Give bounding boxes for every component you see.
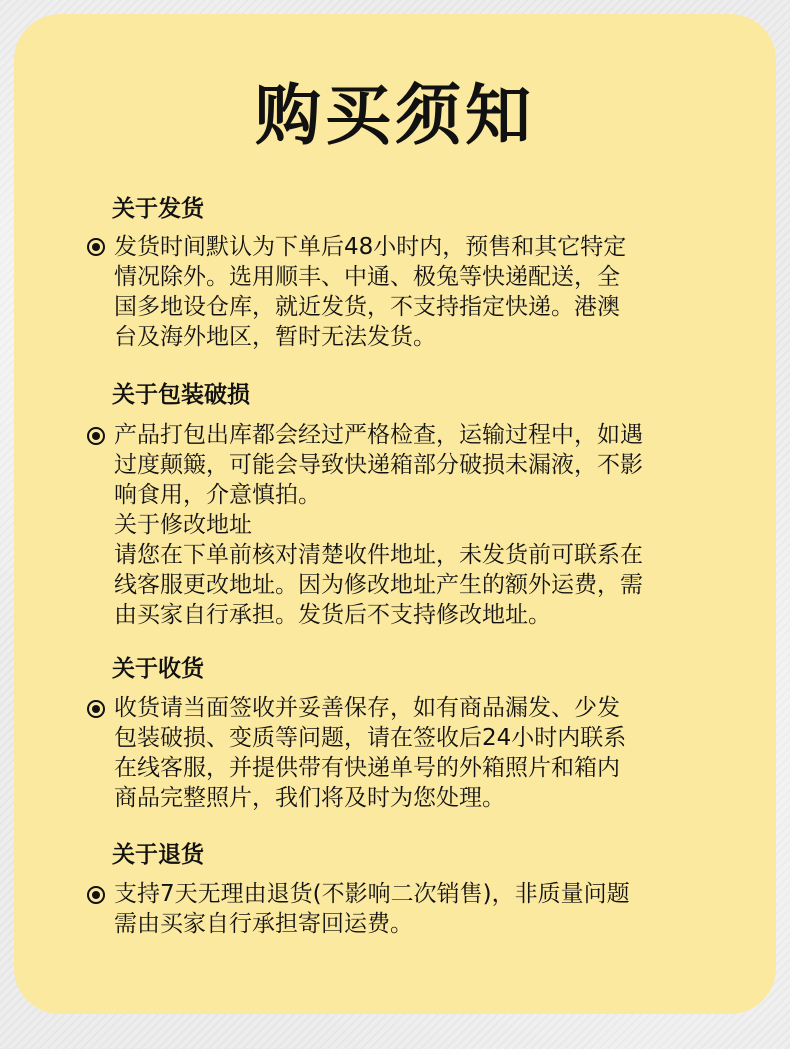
section-heading-package-damage: 关于包装破损 xyxy=(112,382,250,408)
section-body-receiving: 收货请当面签收并妥善保存，如有商品漏发、少发 包装破损、变质等问题，请在签收后24小时内联系 在线客服，并提供带有快递单号的外箱照片和箱内 商品完整照片，我们将及时为您处理。 xyxy=(114,695,627,811)
section-body-shipping: 发货时间默认为下单后48小时内，预售和其它特定 情况除外。选用顺丰、中通、极兔等快递配送，全 国多地设仓库，就近发货，不支持指定快递。港澳 台及海外地区，暂时无法发货。 xyxy=(114,234,627,350)
notice-card xyxy=(14,14,776,1014)
section-heading-receiving: 关于收货 xyxy=(112,656,204,682)
section-body-package-damage: 产品打包出库都会经过严格检查，运输过程中，如遇 过度颠簸，可能会导致快递箱部分破损未漏液，不影 响食用，介意慎拍。 关于修改地址 请您在下单前核对清楚收件地址，未发货前可联系在 线客服更改地址。因为修改地址产生的额外运费，需 由买家自行承担。发货后不支持修改地址。 xyxy=(114,422,643,628)
page-title: 购买须知 xyxy=(255,77,535,154)
section-body-returns: 支持7天无理由退货(不影响二次销售)，非质量问题 需由买家自行承担寄回运费。 xyxy=(114,881,630,937)
circled-dot-icon xyxy=(86,426,106,446)
circled-dot-icon xyxy=(86,885,106,905)
circled-dot-icon xyxy=(86,699,106,719)
section-heading-returns: 关于退货 xyxy=(112,842,204,868)
section-heading-shipping: 关于发货 xyxy=(112,196,204,222)
circled-dot-icon xyxy=(86,237,106,257)
